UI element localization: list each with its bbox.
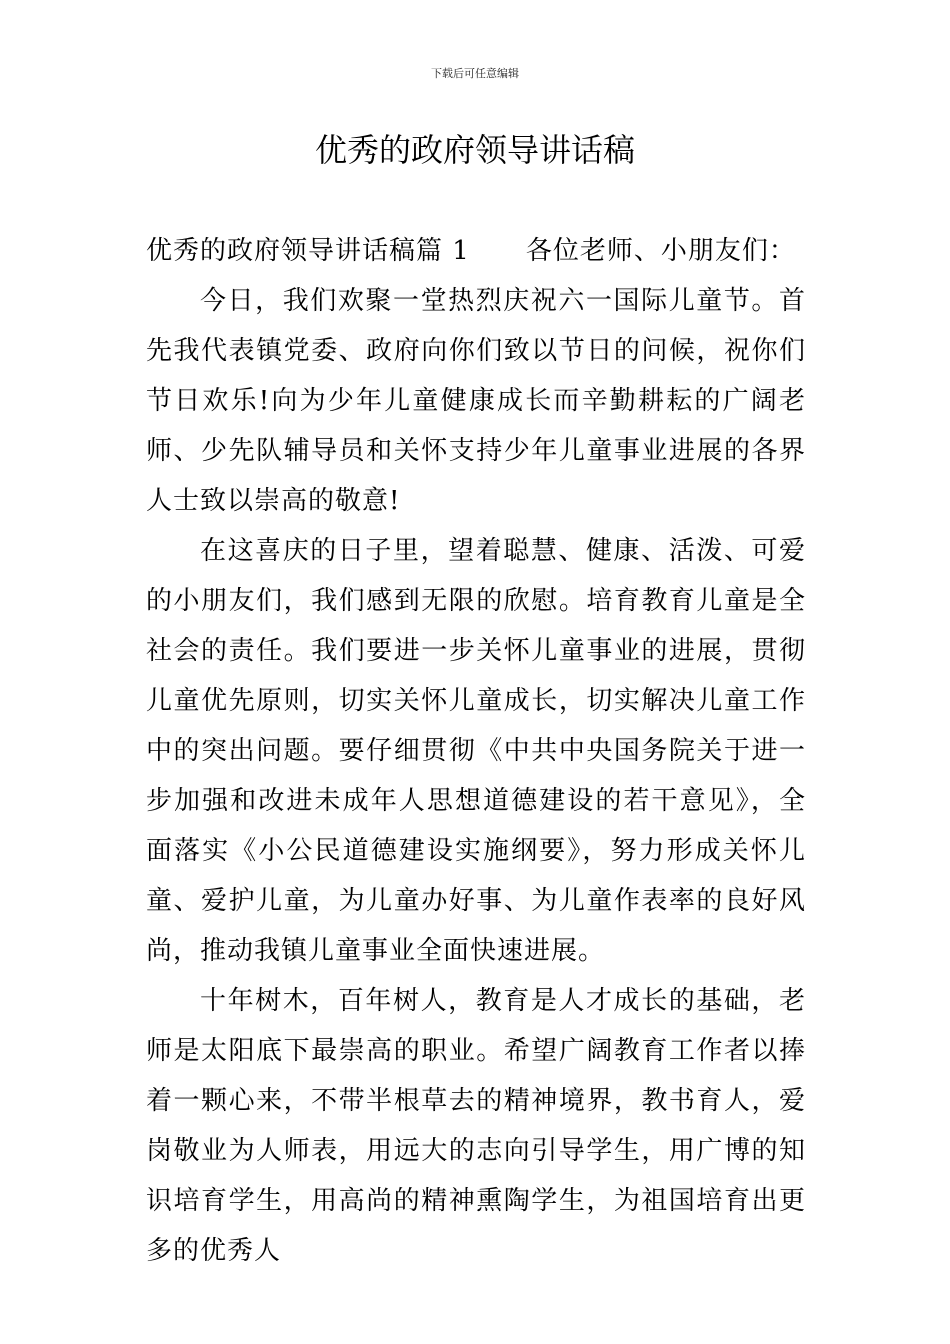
header-note: 下载后可任意编辑 [431,67,519,80]
document-body [146,226,806,1276]
opening-line [146,226,806,276]
salutation: 各位老师、小朋友们： [525,236,796,266]
paragraph-1: 今日，我们欢聚一堂热烈庆祝六一国际儿童节。首先我代表镇党委、政府向你们致以节日的问候，祝你们节日欢乐!向为少年儿童健康成长而辛勤耕耘的广阔老师、少先队辅导员和关怀支持少年儿童事业进展的各界人士致以崇高的敬意! [146,286,806,516]
document-title: 优秀的政府领导讲话稿 [314,131,635,169]
section-label: 优秀的政府领导讲话稿篇 1 [146,236,470,266]
paragraph-2: 在这喜庆的日子里，望着聪慧、健康、活泼、可爱的小朋友们，我们感到无限的欣慰。培育教育儿童是全社会的责任。我们要进一步关怀儿童事业的进展，贯彻儿童优先原则，切实关怀儿童成长，切实解决儿童工作中的突出问题。要仔细贯彻《中共中央国务院关于进一步加强和改进未成年人思想道德建设的若干意见》，全面落实《小公民道德建设实施纲要》，努力形成关怀儿童、爱护儿童，为儿童办好事、为儿童作表率的良好风尚，推动我镇儿童事业全面快速进展。 [146,536,806,966]
paragraph-3: 十年树木，百年树人，教育是人才成长的基础，老师是太阳底下最崇高的职业。希望广阔教育工作者以捧着一颗心来，不带半根草去的精神境界，教书育人，爱岗敬业为人师表，用远大的志向引导学生，用广博的知识培育学生，用高尚的精神熏陶学生，为祖国培育出更多的优秀人 [146,986,806,1266]
